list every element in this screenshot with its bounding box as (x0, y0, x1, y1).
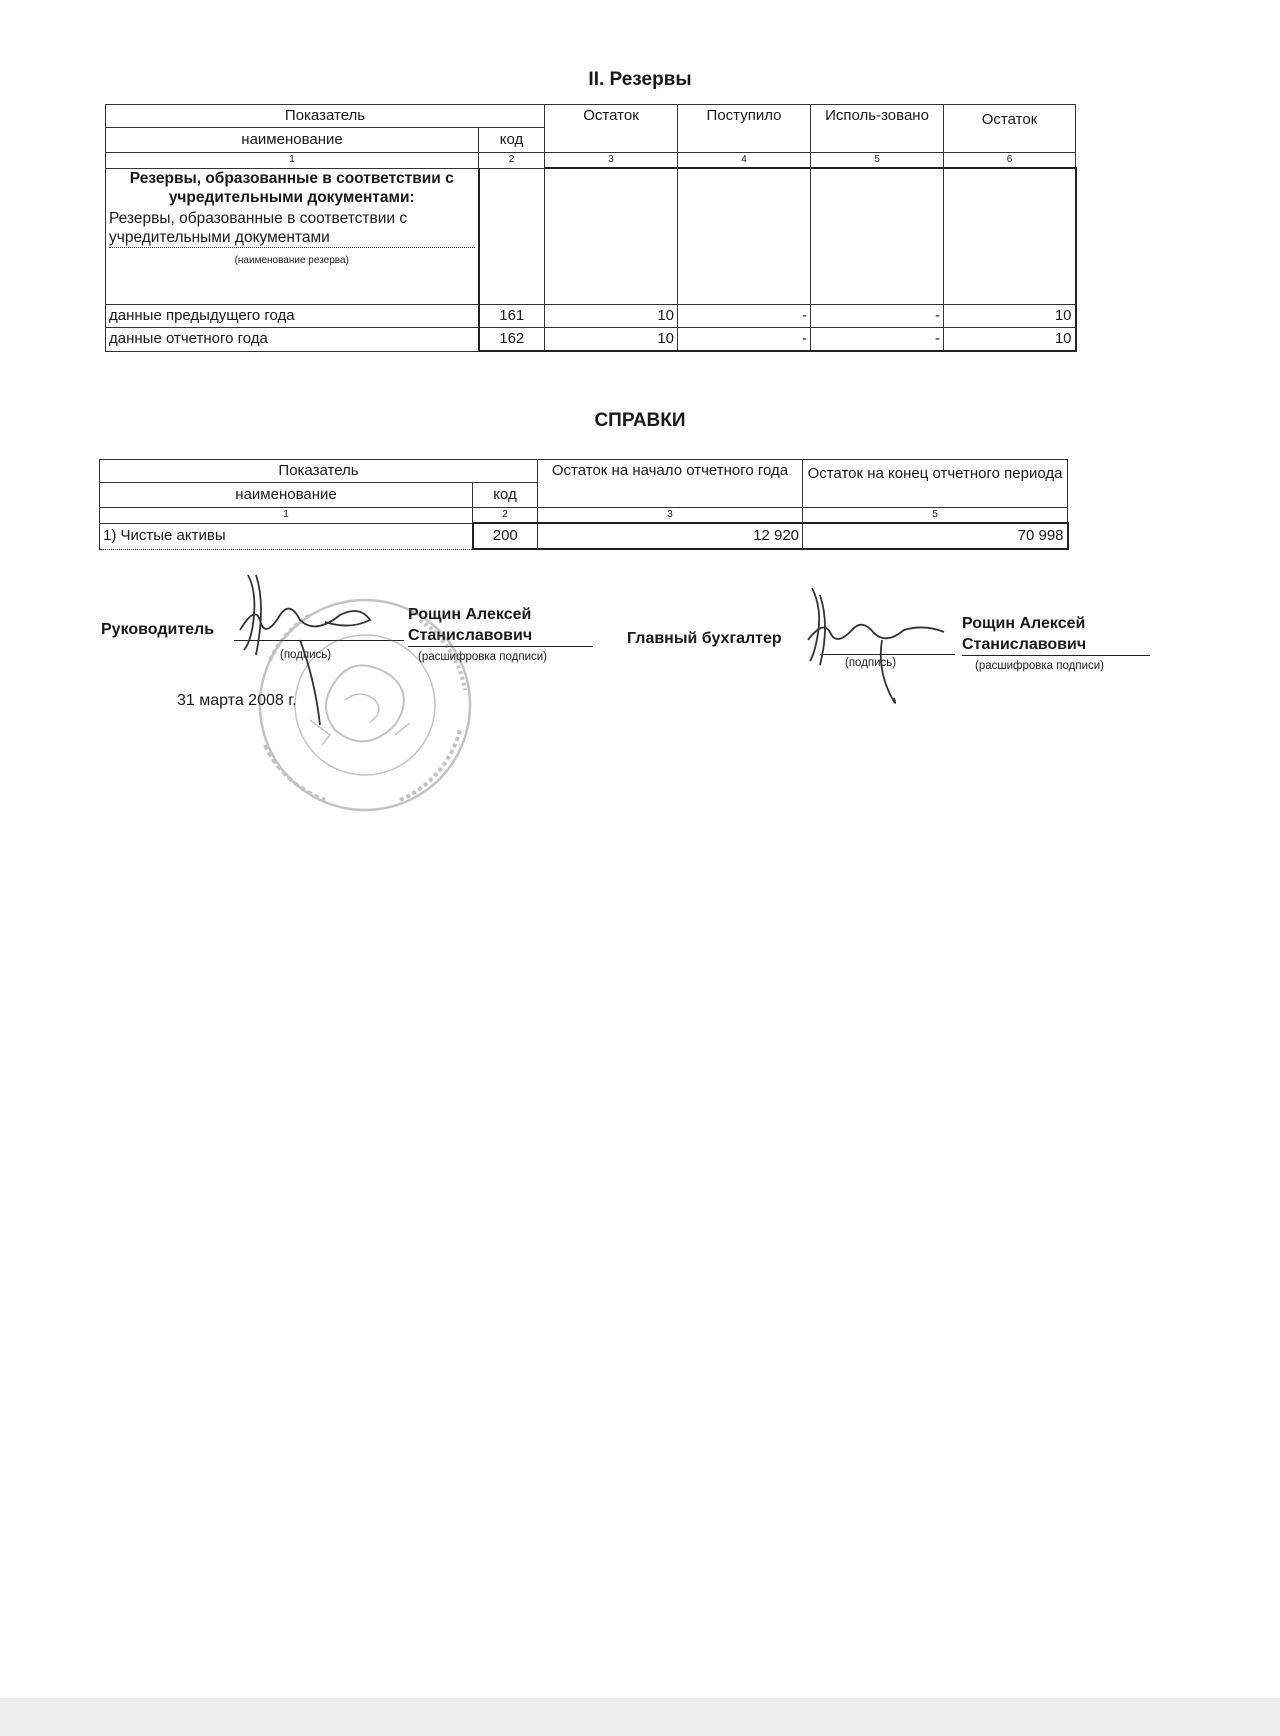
row-code: 161 (479, 305, 545, 328)
ref-header-indicator: Показатель (100, 460, 538, 483)
head-name: Рощин Алексей Станиславович (408, 604, 593, 647)
reserve-name: Резервы, образованные в соответствии с учредительными документами (109, 209, 475, 248)
accountant-signature-hint: (подпись) (845, 657, 897, 669)
ref-row-start: 12 920 (538, 523, 803, 549)
accountant-label: Главный бухгалтер (627, 630, 782, 647)
ref-row-name: 1) Чистые активы (100, 523, 473, 549)
ref-header-start: Остаток на начало отчетного года (538, 460, 803, 508)
row-c4: - (678, 328, 811, 352)
header-received: Поступило (678, 105, 811, 153)
accountant-decode-hint: (расшифровка подписи) (975, 660, 1104, 672)
document-date: 31 марта 2008 г. (177, 692, 297, 709)
references-title: СПРАВКИ (594, 410, 686, 431)
colnum-3: 3 (545, 153, 678, 169)
head-decode-hint: (расшифровка подписи) (418, 651, 547, 663)
header-indicator: Показатель (106, 105, 545, 128)
ref-colnum-2: 2 (473, 508, 538, 524)
ref-row-end: 70 998 (803, 523, 1068, 549)
row-c5: - (811, 305, 944, 328)
ref-header-name: наименование (100, 483, 473, 508)
row-name: данные предыдущего года (106, 305, 479, 328)
header-balance-start: Остаток (545, 105, 678, 153)
row-c5: - (811, 328, 944, 352)
colnum-6: 6 (944, 153, 1076, 169)
head-signature-hint: (подпись) (280, 649, 332, 661)
colnum-4: 4 (678, 153, 811, 169)
ref-row-code: 200 (473, 523, 538, 549)
reserve-name-hint: (наименование резерва) (234, 254, 349, 266)
ref-header-code: код (473, 483, 538, 508)
ref-header-end: Остаток на конец отчетного периода (803, 460, 1068, 508)
ref-colnum-3: 3 (538, 508, 803, 524)
colnum-5: 5 (811, 153, 944, 169)
accountant-name: Рощин Алексей Станиславович (962, 613, 1150, 656)
head-label: Руководитель (101, 621, 215, 638)
ref-colnum-5: 5 (803, 508, 1068, 524)
accountant-handwritten-signature (808, 588, 944, 703)
row-c6: 10 (944, 328, 1076, 352)
row-c4: - (678, 305, 811, 328)
row-c6: 10 (944, 305, 1076, 328)
row-c3: 10 (545, 328, 678, 352)
header-name: наименование (106, 128, 479, 153)
colnum-2: 2 (479, 153, 545, 169)
header-balance-end: Остаток (944, 105, 1076, 153)
company-stamp (260, 600, 470, 810)
colnum-1: 1 (106, 153, 479, 169)
reserves-title: II. Резервы (588, 69, 692, 90)
row-name: данные отчетного года (106, 328, 479, 352)
reserve-group-title: Резервы, образованные в соответствии с учредительными документами: (129, 169, 454, 206)
ref-colnum-1: 1 (100, 508, 473, 524)
row-c3: 10 (545, 305, 678, 328)
row-code: 162 (479, 328, 545, 352)
header-code: код (479, 128, 545, 153)
header-used-text: Исполь-зовано (825, 107, 929, 124)
